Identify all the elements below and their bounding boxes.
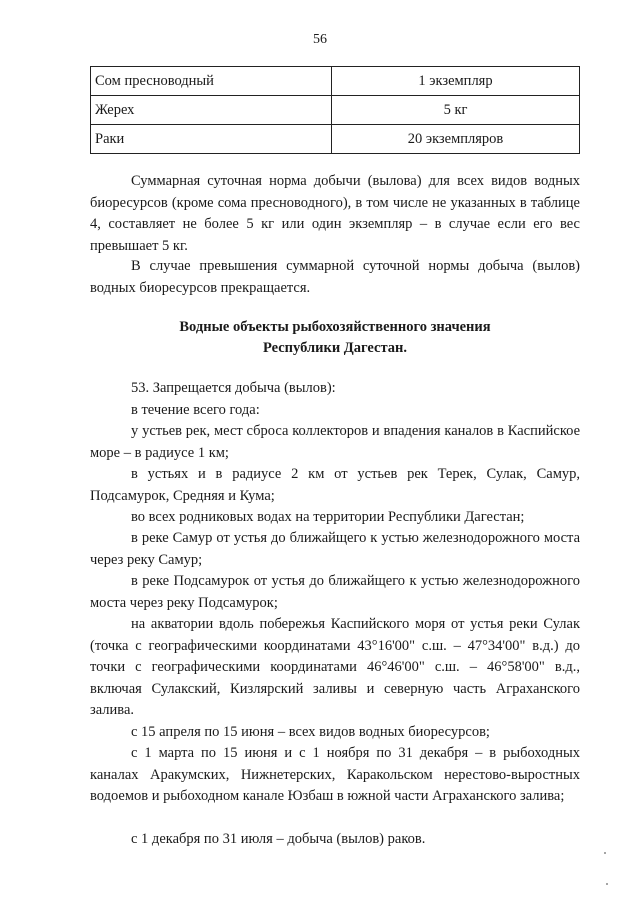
catch-limits-table	[90, 66, 580, 154]
limit-exceeded-paragraph: В случае превышения суммарной суточной нормы добыча (вылов) водных биоресурсов прекращается.	[90, 258, 580, 296]
section-heading	[90, 317, 580, 359]
clause-item-samur: в реке Самур от устья до ближайщего к устью железнодорожного моста через реку Самур;	[90, 530, 580, 568]
scan-speck	[604, 852, 606, 854]
total-daily-limit-paragraph: Суммарная суточная норма добычи (вылова) для всех видов водных биоресурсов (кроме сома пресноводного), в том числе не указанных в таблице 4, составляет не более 5 кг или один экземпляр – в случае если его вес превышает 5 кг.	[90, 173, 580, 254]
clause-item-river-mouths: у устьев рек, мест сброса коллекторов и впадения каналов в Каспийское море – в радиусе 1 км;	[90, 423, 580, 461]
species-cell: Жерех	[91, 96, 332, 125]
section-heading-line1: Водные объекты рыбохозяйственного значения	[179, 319, 491, 335]
clause-53-intro: 53. Запрещается добыча (вылов):	[131, 380, 336, 396]
clause-item-caspian-coast: на акватории вдоль побережья Каспийского моря от устья реки Сулак (точка с географическими координатами 43°16'00" с.ш. – 47°34'00" в.д.) до точки с географическими координатами 46°46'00" с.ш. – 46°58'00" в.д., включая Сулакский, Кизлярский заливы и северную часть Аграханского залива.	[90, 616, 580, 718]
limit-cell: 5 кг	[332, 96, 580, 125]
clause-item-channels: с 1 марта по 15 июня и с 1 ноября по 31 декабря – в рыбоходных каналах Аракумских, Нижнетерских, Каракольском нерестово-выростных водоемов и рыбоходном канале Юзбаш в южной части Аграханского залива;	[90, 745, 580, 804]
limit-cell: 20 экземпляров	[332, 125, 580, 154]
clause-year-round: в течение всего года:	[131, 402, 260, 418]
clause-item-april-june: с 15 апреля по 15 июня – всех видов водных биоресурсов;	[131, 724, 490, 740]
clause-item-crayfish: с 1 декабря по 31 июля – добыча (вылов) раков.	[131, 831, 426, 847]
section-heading-line2: Республики Дагестан.	[262, 340, 408, 356]
table-row	[91, 125, 580, 154]
limit-cell: 1 экземпляр	[332, 67, 580, 96]
species-cell: Сом пресноводный	[91, 67, 332, 96]
scan-speck	[606, 883, 608, 885]
page-number: 56	[313, 32, 327, 47]
clause-item-podsamurok: в реке Подсамурок от устья до ближайщего к устью железнодорожного моста через реку Подсамурок;	[90, 573, 580, 611]
clause-item-river-list: в устьях и в радиусе 2 км от устьев рек Терек, Сулак, Самур, Подсамурок, Средняя и Кума;	[90, 466, 580, 504]
clause-item-springs: во всех родниковых водах на территории Республики Дагестан;	[131, 509, 525, 525]
table-row	[91, 67, 580, 96]
table-row	[91, 96, 580, 125]
species-cell: Раки	[91, 125, 332, 154]
